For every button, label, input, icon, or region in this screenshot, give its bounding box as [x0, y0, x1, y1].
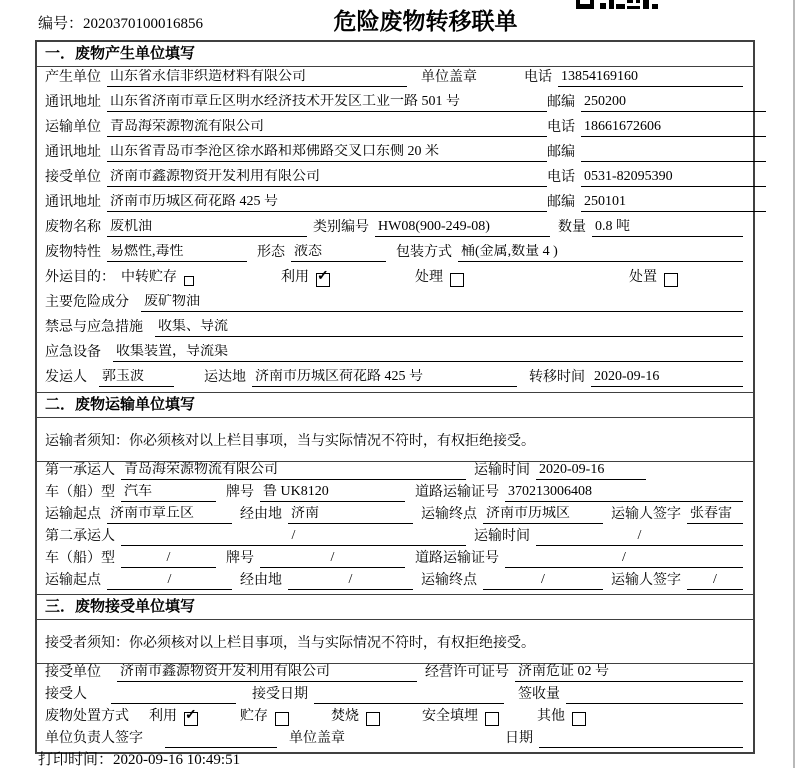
purpose-label: 外运目的： [45, 270, 115, 286]
disposal-option-landfill [422, 709, 499, 726]
carrier1-time-value: 2020-09-16 [536, 462, 646, 480]
disposal-landfill-checkbox [485, 712, 499, 726]
purpose-option-treat [415, 270, 464, 287]
carrier1-via-value: 济南 [288, 506, 413, 524]
section3-notice: 接受者须知：你必须核对以上栏目事项，当与实际情况不符时，有权拒绝接受。 [37, 620, 753, 664]
produce-phone-value: 13854169160 [558, 69, 743, 87]
purpose-option-transfer-storage [121, 270, 194, 287]
page-edge-line [793, 0, 795, 768]
row-taboo [37, 317, 753, 342]
purpose-transfer-storage-checkbox [184, 276, 194, 286]
carrier1-sign-label: 运输人签字 [611, 507, 681, 523]
carrier2-end-value: / [483, 572, 603, 590]
date-value [539, 747, 743, 748]
disposal-option-use [149, 709, 198, 726]
destination-label: 运达地 [204, 370, 246, 386]
produce-zip-label: 邮编 [547, 95, 575, 111]
receiver-label: 接受人 [45, 687, 87, 703]
transport-zip-label: 邮编 [547, 145, 575, 161]
produce-phone-label: 电话 [524, 70, 552, 86]
carrier1-end-value: 济南市历城区 [483, 506, 603, 524]
waste-name-value: 废机油 [107, 219, 307, 237]
carrier2-vehicle-value: / [121, 550, 216, 568]
transfer-time-label: 转移时间 [529, 370, 585, 386]
purpose-treat-checkbox [450, 273, 464, 287]
row-hazard [37, 292, 753, 317]
category-value: HW08(900-249-08) [375, 219, 550, 237]
carrier1-via-label: 经由地 [240, 507, 282, 523]
disposal-landfill-label: 安全填埋 [422, 709, 478, 725]
disposal-other-checkbox [572, 712, 586, 726]
print-time-label: 打印时间： [38, 752, 114, 768]
purpose-option-use [281, 270, 330, 287]
transport-unit-value: 青岛海荣源物流有限公司 [107, 119, 547, 137]
carrier2-sign-value: / [687, 572, 743, 590]
manifest-form [35, 40, 755, 754]
head-signature-label: 单位负责人签字 [45, 731, 143, 747]
destination-value: 济南市历城区荷花路 425 号 [252, 369, 517, 387]
produce-unit-label: 产生单位 [45, 70, 101, 86]
carrier1-plate-value: 鲁 UK8120 [260, 484, 405, 502]
carrier1-vehicle-value: 汽车 [121, 484, 216, 502]
carrier1-end-label: 运输终点 [421, 507, 477, 523]
receive-zip-label: 邮编 [547, 195, 575, 211]
row-waste-name [37, 217, 753, 242]
transport-unit-label: 运输单位 [45, 120, 101, 136]
receive-unit-label: 接受单位 [45, 170, 101, 186]
carrier2-origin-label: 运输起点 [45, 573, 101, 589]
carrier1-road-permit-value: 370213006408 [505, 484, 743, 502]
purpose-use-checkbox [316, 273, 330, 287]
purpose-dispose-checkbox [664, 273, 678, 287]
carrier2-via-label: 经由地 [240, 573, 282, 589]
disposal-method-label: 废物处置方式 [45, 709, 129, 725]
carrier2-origin-value: / [107, 572, 232, 590]
carrier2-value: / [121, 528, 466, 546]
purpose-treat-label: 处理 [415, 270, 443, 286]
hazard-label: 主要危险成分 [45, 295, 129, 311]
waste-name-label: 废物名称 [45, 220, 101, 236]
package-value: 桶(金属,数量 4 ) [458, 244, 743, 262]
disposal-storage-checkbox [275, 712, 289, 726]
row-receiver [37, 686, 753, 708]
disposal-use-label: 利用 [149, 709, 177, 725]
row-receive-unit [37, 167, 753, 192]
receipt-qty-label: 签收量 [518, 687, 560, 703]
carrier1-plate-label: 牌号 [226, 485, 254, 501]
receive-zip-value: 250101 [581, 194, 766, 212]
row-carrier2-vehicle [37, 550, 753, 572]
row-disposal-method [37, 708, 753, 730]
row-purpose [37, 267, 753, 292]
carrier2-road-permit-label: 道路运输证号 [415, 551, 499, 567]
transport-address-label: 通讯地址 [45, 145, 101, 161]
waste-character-value: 易燃性,毒性 [107, 244, 247, 262]
document-number-value: 2020370100016856 [83, 16, 204, 32]
receive-address-label: 通讯地址 [45, 195, 101, 211]
disposal-option-incineration [331, 709, 380, 726]
carrier1-label: 第一承运人 [45, 463, 115, 479]
carrier2-label: 第二承运人 [45, 529, 115, 545]
carrier2-time-label: 运输时间 [474, 529, 530, 545]
purpose-transfer-storage-label: 中转贮存 [121, 270, 177, 286]
section3-header: 三．废物接受单位填写 [37, 594, 753, 620]
disposal-option-storage [240, 709, 289, 726]
taboo-value: 收集、导流 [155, 319, 743, 337]
unit-seal-label: 单位盖章 [421, 70, 477, 86]
row-carrier1-vehicle [37, 484, 753, 506]
section1-header: 一．废物产生单位填写 [37, 42, 753, 67]
row-emergency-equipment [37, 342, 753, 367]
receive-date-value [314, 703, 504, 704]
qr-code-fragment [576, 0, 658, 9]
receiver-value [111, 703, 236, 704]
row-produce-address [37, 92, 753, 117]
carrier1-origin-label: 运输起点 [45, 507, 101, 523]
carrier1-sign-value: 张春雷 [687, 506, 743, 524]
row-transport-unit [37, 117, 753, 142]
row-receiver-unit [37, 664, 753, 686]
disposal-option-other [537, 709, 586, 726]
produce-address-value: 山东省济南市章丘区明水经济技术开发区工业一路 501 号 [107, 94, 547, 112]
section2-header: 二．废物运输单位填写 [37, 392, 753, 418]
carrier1-time-label: 运输时间 [474, 463, 530, 479]
document-number-label: 编号： [38, 16, 84, 32]
receive-address-value: 济南市历城区荷花路 425 号 [107, 194, 547, 212]
print-time-value: 2020-09-16 10:49:51 [113, 752, 241, 768]
purpose-use-label: 利用 [281, 270, 309, 286]
produce-address-label: 通讯地址 [45, 95, 101, 111]
transport-phone-label: 电话 [547, 120, 575, 136]
disposal-incineration-label: 焚烧 [331, 709, 359, 725]
carrier1-vehicle-label: 车（船）型 [45, 485, 115, 501]
category-label: 类别编号 [313, 220, 369, 236]
transport-address-value: 山东省青岛市李沧区徐水路和郑佛路交叉口东侧 20 米 [107, 144, 547, 162]
shipper-value: 郭玉波 [99, 369, 174, 387]
receive-phone-label: 电话 [547, 170, 575, 186]
receiver-unit-label: 接受单位 [45, 665, 101, 681]
disposal-use-checkbox [184, 712, 198, 726]
emergency-equipment-value: 收集装置，导流渠 [113, 344, 743, 362]
quantity-value: 0.8 吨 [592, 219, 743, 237]
shipper-label: 发运人 [45, 370, 87, 386]
purpose-dispose-label: 处置 [629, 270, 657, 286]
receive-unit-value: 济南市鑫源物资开发利用有限公司 [107, 169, 547, 187]
row-carrier1-route [37, 506, 753, 528]
row-carrier2 [37, 528, 753, 550]
section2-notice: 运输者须知：你必须核对以上栏目事项，当与实际情况不符时，有权拒绝接受。 [37, 418, 753, 462]
form-state-label: 形态 [257, 245, 285, 261]
transport-zip-value [581, 161, 766, 162]
waste-character-label: 废物特性 [45, 245, 101, 261]
license-value: 济南危证 02 号 [515, 664, 743, 682]
row-transport-address [37, 142, 753, 167]
row-produce-unit [37, 67, 753, 92]
row-carrier2-route [37, 572, 753, 594]
receive-phone-value: 0531-82095390 [581, 169, 766, 187]
row-waste-character [37, 242, 753, 267]
transport-phone-value: 18661672606 [581, 119, 766, 137]
receive-date-label: 接受日期 [252, 687, 308, 703]
carrier2-sign-label: 运输人签字 [611, 573, 681, 589]
carrier1-value: 青岛海荣源物流有限公司 [121, 462, 466, 480]
emergency-equipment-label: 应急设备 [45, 345, 101, 361]
form-state-value: 液态 [291, 244, 386, 262]
produce-zip-value: 250200 [581, 94, 766, 112]
page-title: 危险废物转移联单 [333, 9, 518, 34]
print-time [38, 748, 240, 769]
carrier1-origin-value: 济南市章丘区 [107, 506, 232, 524]
row-shipper [37, 367, 753, 392]
license-label: 经营许可证号 [425, 665, 509, 681]
carrier2-via-value: / [288, 572, 413, 590]
disposal-storage-label: 贮存 [240, 709, 268, 725]
carrier2-plate-value: / [260, 550, 405, 568]
carrier2-time-value: / [536, 528, 743, 546]
disposal-incineration-checkbox [366, 712, 380, 726]
disposal-other-label: 其他 [537, 709, 565, 725]
unit-seal2-label: 单位盖章 [289, 731, 345, 747]
quantity-label: 数量 [558, 220, 586, 236]
carrier2-plate-label: 牌号 [226, 551, 254, 567]
receipt-qty-value [566, 703, 743, 704]
hazard-value: 废矿物油 [141, 294, 743, 312]
carrier2-end-label: 运输终点 [421, 573, 477, 589]
row-receive-address [37, 192, 753, 217]
package-label: 包装方式 [396, 245, 452, 261]
transfer-time-value: 2020-09-16 [591, 369, 743, 387]
taboo-label: 禁忌与应急措施 [45, 320, 143, 336]
carrier2-vehicle-label: 车（船）型 [45, 551, 115, 567]
date-label: 日期 [505, 731, 533, 747]
receiver-unit-value: 济南市鑫源物资开发利用有限公司 [117, 664, 417, 682]
carrier1-road-permit-label: 道路运输证号 [415, 485, 499, 501]
row-carrier1 [37, 462, 753, 484]
carrier2-road-permit-value: / [505, 550, 743, 568]
produce-unit-value: 山东省永信非织造材料有限公司 [107, 69, 407, 87]
purpose-option-dispose [629, 270, 678, 287]
